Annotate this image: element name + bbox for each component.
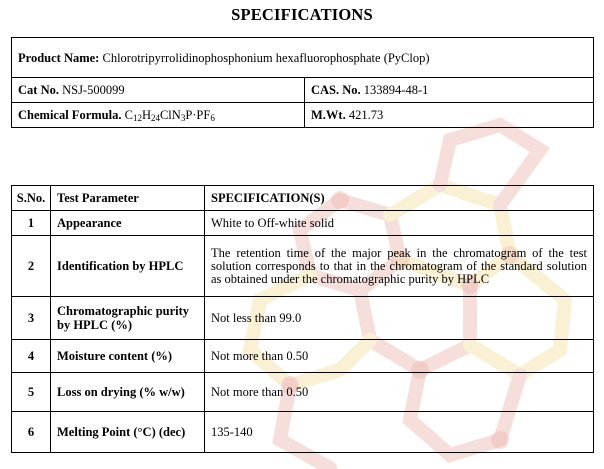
row-sno: 1 <box>12 211 51 236</box>
row-specification: Not more than 0.50 <box>205 340 594 373</box>
product-info-table <box>11 37 594 128</box>
table-row <box>12 373 594 412</box>
table-row <box>12 412 594 453</box>
chemical-formula-cell <box>12 103 305 128</box>
product-name-row <box>12 38 594 78</box>
chemical-formula-value: $C_{12}H_{24}ClN_3P\cdot PF_6$ <box>124 108 215 123</box>
row-sno: 4 <box>12 340 51 373</box>
header-specifications: SPECIFICATION(S) <box>205 186 594 211</box>
product-name-cell <box>12 38 594 78</box>
chemical-formula-label: Chemical Formula. <box>18 108 122 122</box>
cat-no-label: Cat No. <box>18 83 59 97</box>
molecular-weight-label: M.Wt. <box>311 108 346 122</box>
cas-no-cell <box>305 78 594 103</box>
table-row <box>12 340 594 373</box>
molecular-weight-cell <box>305 103 594 128</box>
row-parameter: Loss on drying (% w/w) <box>51 373 205 412</box>
row-parameter: Appearance <box>51 211 205 236</box>
product-name-value: Chlorotripyrrolidinophosphonium hexafluorophosphate (PyClop) <box>102 50 430 65</box>
row-specification: Not more than 0.50 <box>205 373 594 412</box>
molecular-weight-value: 421.73 <box>348 108 384 122</box>
header-sno: S.No. <box>12 186 51 211</box>
cas-no-value: 133894-48-1 <box>363 83 429 97</box>
row-sno: 5 <box>12 373 51 412</box>
row-sno: 3 <box>12 297 51 340</box>
header-test-parameter: Test Parameter <box>51 186 205 211</box>
table-header-row <box>12 186 594 211</box>
row-specification: The retention time of the major peak in the chromatogram of the test solution corresponds to that in the chromatogram of the standard solution as obtained under the chromatographic purity by HPLC <box>205 236 594 297</box>
row-parameter: Moisture content (%) <box>51 340 205 373</box>
formula-row <box>12 103 594 128</box>
row-specification: White to Off-white solid <box>205 211 594 236</box>
row-parameter: Chromatographic purity by HPLC (%) <box>51 297 205 340</box>
row-sno: 6 <box>12 412 51 453</box>
catalog-row <box>12 78 594 103</box>
row-specification: 135-140 <box>205 412 594 453</box>
table-row <box>12 236 594 297</box>
row-parameter: Identification by HPLC <box>51 236 205 297</box>
table-row <box>12 297 594 340</box>
cas-no-label: CAS. No. <box>311 83 361 97</box>
row-specification: Not less than 99.0 <box>205 297 594 340</box>
product-name-label: Product Name: <box>18 50 100 65</box>
cat-no-value: NSJ-500099 <box>62 83 125 97</box>
row-sno: 2 <box>12 236 51 297</box>
cat-no-cell <box>12 78 305 103</box>
specification-table <box>11 185 594 453</box>
page-title: SPECIFICATIONS <box>231 5 373 24</box>
table-row <box>12 211 594 236</box>
row-parameter: Melting Point (°C) (dec) <box>51 412 205 453</box>
